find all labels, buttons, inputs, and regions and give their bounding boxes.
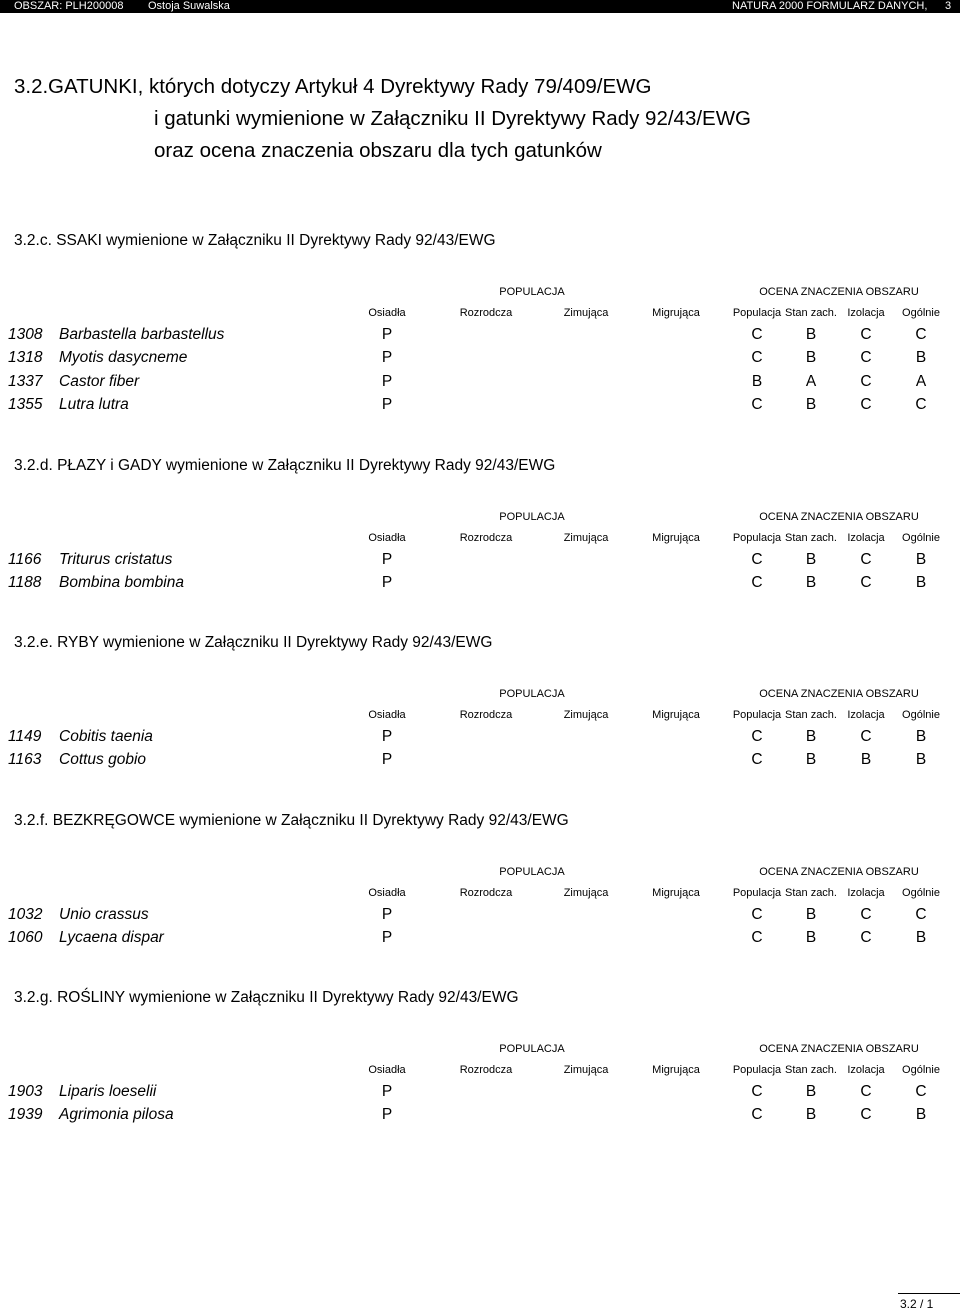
cell-stan: B bbox=[805, 906, 817, 923]
table-row bbox=[0, 728, 960, 751]
header-bar bbox=[0, 0, 960, 13]
cell-populacja: C bbox=[751, 728, 763, 745]
table-row bbox=[0, 396, 960, 419]
cell-osiadla: P bbox=[381, 574, 393, 592]
table-row bbox=[0, 906, 960, 929]
cell-stan: B bbox=[805, 751, 817, 769]
column-header: Populacja bbox=[732, 887, 782, 899]
population-group-header: POPULACJA bbox=[499, 866, 565, 878]
footer-divider bbox=[898, 1293, 960, 1294]
cell-osiadla: P bbox=[381, 395, 393, 413]
column-header: Osiadła bbox=[368, 307, 406, 319]
column-header: Zimująca bbox=[563, 887, 609, 899]
cell-izolacja: C bbox=[860, 395, 872, 413]
column-header: Populacja bbox=[732, 709, 782, 721]
species-code: 1337 bbox=[8, 372, 43, 390]
cell-populacja: C bbox=[751, 326, 763, 343]
column-header: Rozrodcza bbox=[459, 1064, 513, 1076]
assessment-group-header: OCENA ZNACZENIA OBSZARU bbox=[759, 1043, 919, 1055]
column-header: Stan zach. bbox=[785, 307, 837, 319]
cell-ogolnie: B bbox=[915, 751, 927, 769]
cell-osiadla: P bbox=[381, 1083, 393, 1100]
column-header: Migrująca bbox=[652, 1064, 700, 1076]
table-row bbox=[0, 326, 960, 349]
species-code: 1188 bbox=[8, 574, 42, 592]
cell-osiadla: P bbox=[381, 751, 393, 769]
cell-stan: B bbox=[805, 728, 817, 745]
cell-izolacja: B bbox=[860, 751, 872, 769]
column-header: Izolacja bbox=[847, 307, 885, 319]
column-header: Migrująca bbox=[652, 532, 700, 544]
cell-ogolnie: C bbox=[915, 1083, 927, 1100]
cell-ogolnie: B bbox=[915, 1106, 927, 1124]
species-name: Cottus gobio bbox=[59, 751, 147, 769]
cell-izolacja: C bbox=[860, 906, 872, 923]
cell-osiadla: P bbox=[381, 906, 393, 923]
species-name: Cobitis taenia bbox=[59, 728, 153, 745]
cell-ogolnie: B bbox=[915, 349, 927, 367]
column-header: Rozrodcza bbox=[459, 532, 513, 544]
species-name: Myotis dasycneme bbox=[59, 349, 188, 367]
table-row bbox=[0, 551, 960, 574]
species-code: 1308 bbox=[8, 326, 43, 343]
table-row bbox=[0, 1083, 960, 1106]
table-row bbox=[0, 929, 960, 952]
cell-populacja: C bbox=[751, 574, 763, 592]
section-title: 3.2.f. BEZKRĘGOWCE wymienione w Załączniku II Dyrektywy Rady 92/43/EWG bbox=[14, 812, 569, 829]
cell-populacja: C bbox=[751, 551, 763, 568]
section-title: 3.2.c. SSAKI wymienione w Załączniku II Dyrektywy Rady 92/43/EWG bbox=[14, 232, 496, 249]
cell-izolacja: C bbox=[860, 372, 872, 390]
cell-stan: B bbox=[805, 574, 817, 592]
column-header: Izolacja bbox=[847, 709, 885, 721]
species-name: Bombina bombina bbox=[59, 574, 184, 592]
cell-stan: B bbox=[805, 326, 817, 343]
species-name: Castor fiber bbox=[59, 372, 140, 390]
column-header: Ogólnie bbox=[902, 307, 940, 319]
cell-populacja: C bbox=[751, 1083, 763, 1100]
title-line-3: oraz ocena znaczenia obszaru dla tych gatunków bbox=[154, 139, 602, 162]
column-header: Izolacja bbox=[847, 1064, 885, 1076]
cell-izolacja: C bbox=[860, 574, 872, 592]
cell-ogolnie: A bbox=[915, 372, 927, 390]
form-name: NATURA 2000 FORMULARZ DANYCH, bbox=[732, 0, 928, 12]
area-name: Ostoja Suwalska bbox=[148, 0, 230, 12]
column-header: Osiadła bbox=[368, 709, 406, 721]
cell-ogolnie: B bbox=[915, 929, 927, 947]
table-row bbox=[0, 751, 960, 774]
column-header: Stan zach. bbox=[785, 709, 837, 721]
cell-ogolnie: C bbox=[915, 906, 927, 923]
cell-ogolnie: B bbox=[915, 574, 927, 592]
column-header: Ogólnie bbox=[902, 887, 940, 899]
cell-osiadla: P bbox=[381, 372, 393, 390]
assessment-group-header: OCENA ZNACZENIA OBSZARU bbox=[759, 688, 919, 700]
cell-ogolnie: C bbox=[915, 326, 927, 343]
species-code: 1032 bbox=[8, 906, 43, 923]
section-title: 3.2.d. PŁAZY i GADY wymienione w Załączniku II Dyrektywy Rady 92/43/EWG bbox=[14, 457, 556, 474]
section-title: 3.2.g. ROŚLINY wymienione w Załączniku II Dyrektywy Rady 92/43/EWG bbox=[14, 989, 519, 1006]
cell-stan: A bbox=[805, 372, 817, 390]
species-name: Lutra lutra bbox=[59, 395, 129, 413]
cell-stan: B bbox=[805, 929, 817, 947]
species-code: 1149 bbox=[8, 728, 42, 745]
cell-izolacja: C bbox=[860, 1106, 872, 1124]
column-header: Populacja bbox=[732, 1064, 782, 1076]
species-name: Triturus cristatus bbox=[59, 551, 173, 568]
column-header: Izolacja bbox=[847, 532, 885, 544]
cell-populacja: C bbox=[751, 929, 763, 947]
cell-populacja: C bbox=[751, 395, 763, 413]
table-row bbox=[0, 1106, 960, 1129]
title-line-2: i gatunki wymienione w Załączniku II Dyrektywy Rady 92/43/EWG bbox=[154, 107, 752, 130]
cell-stan: B bbox=[805, 1106, 817, 1124]
column-header: Izolacja bbox=[847, 887, 885, 899]
cell-populacja: C bbox=[751, 1106, 763, 1124]
column-header: Zimująca bbox=[563, 532, 609, 544]
species-name: Liparis loeselii bbox=[59, 1083, 157, 1100]
cell-osiadla: P bbox=[381, 728, 393, 745]
cell-populacja: B bbox=[751, 372, 763, 390]
population-group-header: POPULACJA bbox=[499, 286, 565, 298]
column-header: Rozrodcza bbox=[459, 709, 513, 721]
header-page-number: 3 bbox=[945, 0, 952, 12]
table-row bbox=[0, 373, 960, 396]
population-group-header: POPULACJA bbox=[499, 1043, 565, 1055]
area-code: OBSZAR: PLH200008 bbox=[14, 0, 124, 12]
assessment-group-header: OCENA ZNACZENIA OBSZARU bbox=[759, 511, 919, 523]
cell-stan: B bbox=[805, 395, 817, 413]
cell-osiadla: P bbox=[381, 349, 393, 367]
species-code: 1318 bbox=[8, 349, 43, 367]
population-group-header: POPULACJA bbox=[499, 688, 565, 700]
cell-izolacja: C bbox=[860, 1083, 872, 1100]
table-row bbox=[0, 574, 960, 597]
species-code: 1166 bbox=[8, 551, 42, 568]
column-header: Migrująca bbox=[652, 887, 700, 899]
assessment-group-header: OCENA ZNACZENIA OBSZARU bbox=[759, 286, 919, 298]
section-title: 3.2.e. RYBY wymienione w Załączniku II Dyrektywy Rady 92/43/EWG bbox=[14, 634, 493, 651]
column-header: Osiadła bbox=[368, 1064, 406, 1076]
column-header: Osiadła bbox=[368, 532, 406, 544]
column-header: Migrująca bbox=[652, 709, 700, 721]
column-header: Zimująca bbox=[563, 709, 609, 721]
cell-izolacja: C bbox=[860, 551, 872, 568]
cell-populacja: C bbox=[751, 751, 763, 769]
species-code: 1163 bbox=[8, 751, 42, 769]
cell-populacja: C bbox=[751, 906, 763, 923]
species-name: Agrimonia pilosa bbox=[59, 1106, 174, 1124]
cell-stan: B bbox=[805, 1083, 817, 1100]
cell-izolacja: C bbox=[860, 929, 872, 947]
table-row bbox=[0, 349, 960, 372]
page-title bbox=[14, 71, 751, 167]
population-group-header: POPULACJA bbox=[499, 511, 565, 523]
column-header: Rozrodcza bbox=[459, 307, 513, 319]
assessment-group-header: OCENA ZNACZENIA OBSZARU bbox=[759, 866, 919, 878]
cell-stan: B bbox=[805, 349, 817, 367]
cell-ogolnie: B bbox=[915, 728, 927, 745]
cell-osiadla: P bbox=[381, 326, 393, 343]
cell-osiadla: P bbox=[381, 551, 393, 568]
column-header: Ogólnie bbox=[902, 1064, 940, 1076]
cell-populacja: C bbox=[751, 349, 763, 367]
species-code: 1060 bbox=[8, 929, 43, 947]
cell-ogolnie: B bbox=[915, 551, 927, 568]
column-header: Populacja bbox=[732, 307, 782, 319]
column-header: Rozrodcza bbox=[459, 887, 513, 899]
column-header: Stan zach. bbox=[785, 887, 837, 899]
column-header: Ogólnie bbox=[902, 532, 940, 544]
species-name: Lycaena dispar bbox=[59, 929, 164, 947]
species-name: Unio crassus bbox=[59, 906, 149, 923]
cell-izolacja: C bbox=[860, 326, 872, 343]
column-header: Migrująca bbox=[652, 307, 700, 319]
title-line-1: GATUNKI, których dotyczy Artykuł 4 Dyrektywy Rady 79/409/EWG bbox=[48, 75, 652, 98]
cell-izolacja: C bbox=[860, 728, 872, 745]
cell-ogolnie: C bbox=[915, 395, 927, 413]
column-header: Zimująca bbox=[563, 307, 609, 319]
title-number: 3.2. bbox=[14, 75, 49, 98]
cell-stan: B bbox=[805, 551, 817, 568]
species-code: 1903 bbox=[8, 1083, 43, 1100]
column-header: Stan zach. bbox=[785, 1064, 837, 1076]
cell-izolacja: C bbox=[860, 349, 872, 367]
cell-osiadla: P bbox=[381, 1106, 393, 1124]
cell-osiadla: P bbox=[381, 929, 393, 947]
column-header: Ogólnie bbox=[902, 709, 940, 721]
column-header: Populacja bbox=[732, 532, 782, 544]
column-header: Stan zach. bbox=[785, 532, 837, 544]
species-code: 1355 bbox=[8, 395, 43, 413]
species-code: 1939 bbox=[8, 1106, 43, 1124]
footer-page-number: 3.2 / 1 bbox=[900, 1297, 934, 1311]
column-header: Osiadła bbox=[368, 887, 406, 899]
column-header: Zimująca bbox=[563, 1064, 609, 1076]
species-name: Barbastella barbastellus bbox=[59, 326, 225, 343]
